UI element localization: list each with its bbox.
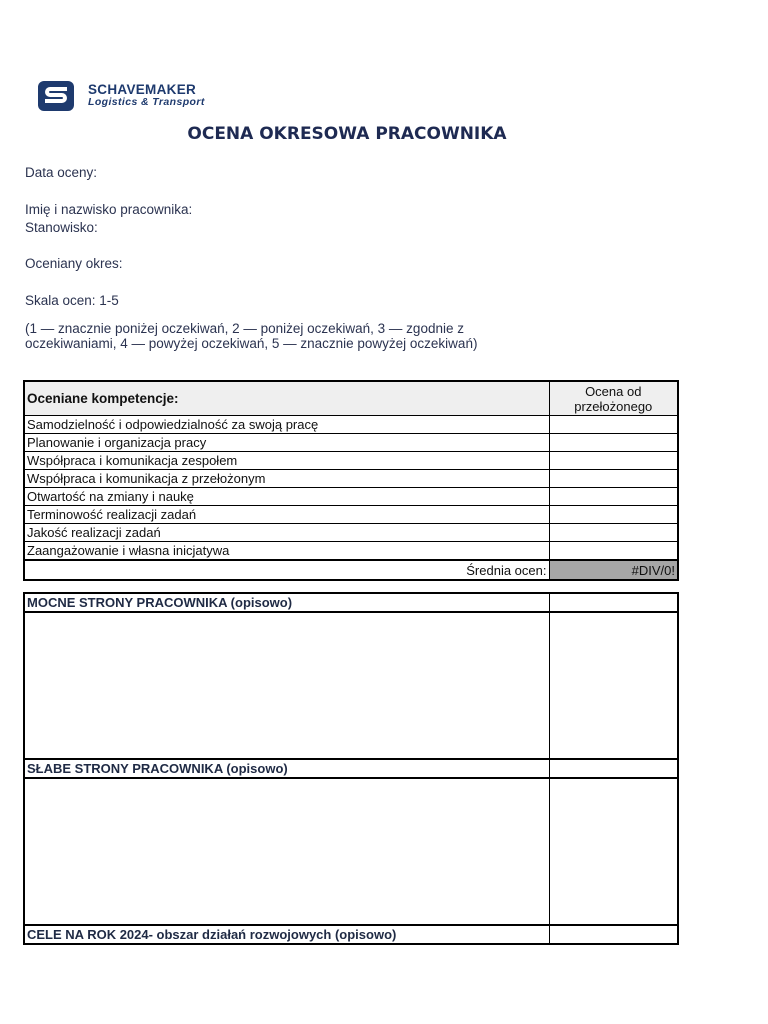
score-cell[interactable] [549, 542, 678, 561]
score-cell[interactable] [549, 524, 678, 542]
weaknesses-text-area[interactable] [24, 778, 549, 925]
competency-label: Samodzielność i odpowiedzialność za swoją pracę [24, 416, 549, 434]
weaknesses-body-row [24, 778, 678, 925]
field-position-label: Stanowisko: [25, 220, 98, 235]
field-date-label: Data oceny: [25, 165, 98, 180]
table-header-row [24, 381, 678, 416]
logo-s-icon [38, 81, 74, 111]
score-cell[interactable] [549, 452, 678, 470]
goals-heading: CELE NA ROK 2024- obszar działań rozwojowych (opisowo) [24, 925, 549, 944]
field-period-label: Oceniany okres: [25, 256, 123, 271]
weaknesses-header-row [24, 759, 678, 778]
score-cell[interactable] [549, 470, 678, 488]
average-label: Średnia ocen: [24, 560, 549, 580]
competency-label: Współpraca i komunikacja z przełożonym [24, 470, 549, 488]
average-row [24, 560, 678, 580]
score-cell[interactable] [549, 506, 678, 524]
field-scale-label: Skala ocen: 1-5 [25, 293, 119, 308]
header-competencies: Oceniane kompetencje: [24, 381, 549, 416]
field-name-label: Imię i nazwisko pracownika: [25, 202, 193, 217]
logo-tagline: Logistics & Transport [88, 96, 205, 108]
table-row [24, 524, 678, 542]
competency-label: Planowanie i organizacja pracy [24, 434, 549, 452]
competencies-table [23, 380, 679, 581]
goals-side-cell [549, 925, 678, 944]
company-logo [38, 81, 238, 113]
table-row [24, 416, 678, 434]
description-table [23, 592, 679, 945]
page-title: OCENA OKRESOWA PRACOWNIKA [187, 124, 507, 144]
header-supervisor-score: Ocena od przełożonego [549, 381, 678, 416]
table-row [24, 488, 678, 506]
strengths-header-row [24, 593, 678, 612]
strengths-side-cell [549, 593, 678, 612]
strengths-text-area[interactable] [24, 612, 549, 759]
table-row [24, 470, 678, 488]
strengths-heading: MOCNE STRONY PRACOWNIKA (opisowo) [24, 593, 549, 612]
logo-name: SCHAVEMAKER [88, 82, 197, 97]
scale-note: (1 — znacznie poniżej oczekiwań, 2 — poniżej oczekiwań, 3 — zgodnie z oczekiwaniami, 4 — powyżej oczekiwań, 5 — znacznie powyżej oczekiwań) [25, 321, 478, 351]
table-row [24, 434, 678, 452]
score-cell[interactable] [549, 434, 678, 452]
competency-label: Współpraca i komunikacja zespołem [24, 452, 549, 470]
weaknesses-side-cell [549, 759, 678, 778]
competency-label: Jakość realizacji zadań [24, 524, 549, 542]
goals-header-row [24, 925, 678, 944]
strengths-side-area[interactable] [549, 612, 678, 759]
table-row [24, 506, 678, 524]
strengths-body-row [24, 612, 678, 759]
table-row [24, 452, 678, 470]
competency-label: Otwartość na zmiany i naukę [24, 488, 549, 506]
weaknesses-heading: SŁABE STRONY PRACOWNIKA (opisowo) [24, 759, 549, 778]
table-row [24, 542, 678, 561]
score-cell[interactable] [549, 488, 678, 506]
competency-label: Terminowość realizacji zadań [24, 506, 549, 524]
average-value: #DIV/0! [549, 560, 678, 580]
weaknesses-side-area[interactable] [549, 778, 678, 925]
score-cell[interactable] [549, 416, 678, 434]
competency-label: Zaangażowanie i własna inicjatywa [24, 542, 549, 561]
